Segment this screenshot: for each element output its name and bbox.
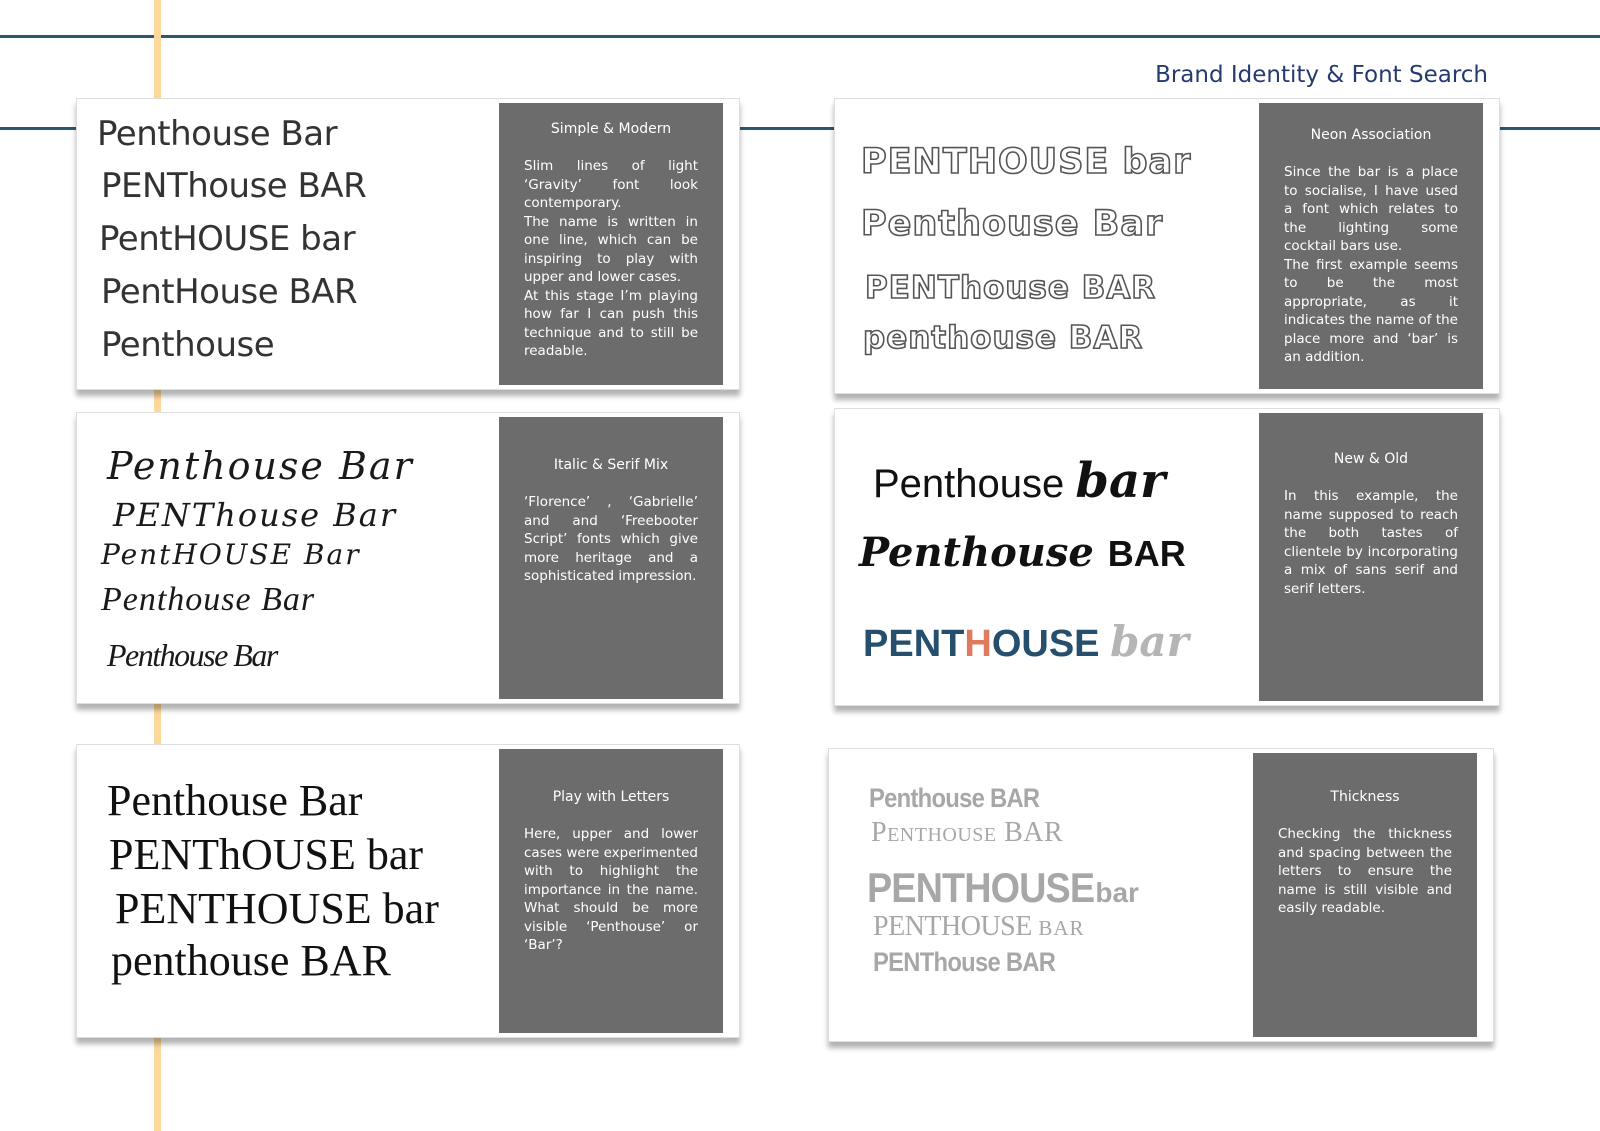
sample-part: Penthouse [859, 529, 1108, 576]
panel-title: New & Old [1333, 451, 1409, 467]
font-samples [77, 745, 497, 1037]
sample-line: Penthouse Bar [107, 776, 363, 825]
sample-line: Penthouse [101, 325, 275, 365]
description-panel [1253, 753, 1477, 1037]
description-panel [499, 103, 723, 385]
panel-body: Slim lines of light ‘Gravity’ font look contemporary. The name is written in one line, which can be inspiring to play with upper and lower cases. At this stage I’m playing how far I can push this technique and to still be readable. [524, 158, 698, 359]
sample-line: PENTHOUSE bar [861, 142, 1192, 182]
sample-part: bar [1110, 617, 1189, 666]
sample-line: PENTHOUSE bar [115, 884, 439, 933]
sample-part: H [964, 623, 992, 665]
sample-part: OUSE [991, 623, 1111, 665]
panel-title: Simple & Modern [550, 121, 672, 137]
middle-rule-line [740, 127, 834, 130]
sample-line [873, 453, 1166, 509]
left-rule-line [0, 127, 80, 130]
panel-title: Play with Letters [552, 789, 670, 805]
panel-title: Italic & Serif Mix [553, 457, 669, 473]
panel-title: Thickness [1330, 789, 1400, 805]
font-samples [77, 413, 497, 703]
sample-line: PENThouse Bar [113, 496, 398, 534]
sample-part: BAR [1038, 916, 1085, 940]
sample-line [869, 785, 1063, 812]
panel-body: Since the bar is a place to socialise, I have used a font which relates to the lighting some cocktail bars use. The first example seems to be the most appropriate, as it indicates the name of the place more and ‘bar’ is an addition. [1284, 164, 1458, 365]
description-panel [1259, 413, 1483, 701]
sample-line: Penthouse Bar [97, 114, 338, 154]
sample-part: BAR [1107, 533, 1186, 574]
sample-line [859, 529, 1186, 576]
font-samples [835, 99, 1255, 393]
sample-part: Penthouse BAR [869, 783, 1040, 813]
sample-line: Penthouse Bar [107, 444, 414, 488]
top-rule-line [0, 35, 1600, 38]
panel-body: Here, upper and lower cases were experimented with to highlight the importance in the name. What should be more visible ‘Penthouse’ or ‘Bar’? [524, 826, 698, 953]
sample-part: bar [1095, 877, 1139, 908]
sample-line: PentHouse BAR [101, 272, 358, 312]
sample-part: PENTHOUSE [867, 864, 1095, 911]
sample-line: PentHOUSE bar [99, 219, 356, 259]
description-panel [499, 417, 723, 699]
panel-body: In this example, the name supposed to reach the both tastes of clientele by incorporating a mix of sans serif and serif letters. [1284, 488, 1458, 597]
right-rule-line [1500, 127, 1600, 130]
sample-line: PentHOUSE Bar [101, 538, 361, 571]
panel-body: ‘Florence’ , ‘Gabrielle’ and and ‘Freebooter Script’ fonts which give more heritage and a sophisticated impression. [524, 494, 698, 584]
font-samples [77, 99, 497, 389]
page-title: Brand Identity & Font Search [1155, 62, 1488, 88]
card-play-with-letters [76, 744, 740, 1038]
sample-part: PENTHOUSE [873, 911, 1039, 942]
sample-line: Penthouse Bar [861, 204, 1164, 244]
sample-line [867, 864, 1139, 911]
sample-part: bar [1075, 453, 1166, 509]
description-panel [1259, 103, 1483, 389]
panel-body: Checking the thickness and spacing between the letters to ensure the name is still visible and easily readable. [1278, 826, 1452, 916]
sample-part: Penthouse [873, 462, 1076, 506]
sample-line: PENThOUSE bar [109, 830, 424, 879]
font-samples [835, 409, 1255, 705]
card-thickness [828, 748, 1494, 1042]
sample-line [863, 617, 1189, 666]
sample-line: Penthouse Bar [101, 581, 316, 618]
description-panel [499, 749, 723, 1033]
sample-line: PENThouse BAR [101, 166, 367, 206]
card-italic-serif-mix [76, 412, 740, 704]
sample-line [871, 819, 1063, 847]
sample-part: Penthouse BAR [871, 817, 1064, 848]
sample-line [873, 913, 1085, 941]
sample-line: penthouse BAR [111, 936, 391, 985]
sample-part: PENThouse BAR [873, 947, 1056, 977]
sample-part: PENT [863, 623, 965, 665]
font-samples [829, 749, 1249, 1041]
sample-line: PENThouse BAR [865, 270, 1157, 306]
sample-line: Penthouse Bar [107, 637, 277, 673]
sample-line: penthouse BAR [863, 320, 1144, 356]
card-simple-modern [76, 98, 740, 390]
card-neon-association [834, 98, 1500, 394]
card-new-old [834, 408, 1500, 706]
panel-title: Neon Association [1310, 127, 1432, 143]
sample-line [873, 949, 1080, 976]
